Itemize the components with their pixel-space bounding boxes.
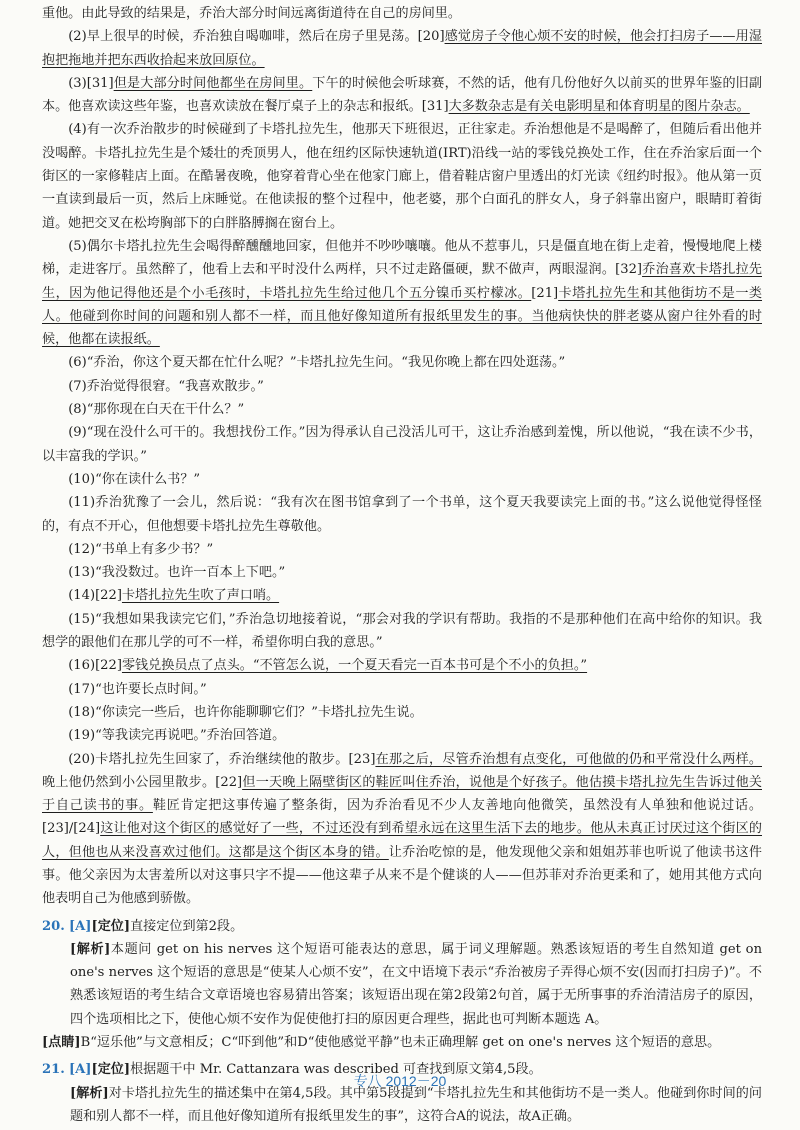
story-paragraph [42, 491, 762, 538]
paragraph-text: (15)“我想如果我读完它们，”乔治急切地接着说，“那会对我的学识有帮助。我指的不是那种他们在高中给你的知识。我想学的跟他们在那儿学的可不一样，希望你明白我的意思。” [42, 611, 762, 651]
answer-20 [42, 915, 762, 1055]
story-paragraph [42, 118, 762, 234]
answer-21-locate-tag: [定位] [91, 1062, 131, 1078]
answer-21 [42, 1058, 762, 1128]
story-paragraph [42, 654, 762, 677]
underlined-text: 这都是这个街区本身的错。 [228, 844, 389, 860]
story-paragraph [42, 538, 762, 561]
paragraph-text: (6)“乔治，你这个夏天都在忙什么呢？”卡塔扎拉先生问。“我见你晚上都在四处逛荡。” [68, 355, 566, 371]
underlined-text: 卡塔扎拉先生吹了声口哨。 [121, 588, 280, 604]
paragraph-text: (5)偶尔卡塔扎拉先生会喝得醉醺醺地回家，但他并不吵吵嚷嚷。他从不惹事儿，只是僵直地在街上走着，慢慢地爬上楼梯，走进客厅。虽然醉了，他看上去和平时没什么两样，只不过走路僵硬，默不做声，两眼湿润。[32] [42, 238, 762, 278]
paragraph-text: (18)“你读完一些后，也许你能聊聊它们？”卡塔扎拉先生说。 [68, 704, 423, 720]
document-page [42, 2, 762, 1128]
story-paragraph [42, 701, 762, 724]
paragraph-text: (14)[22] [68, 588, 122, 604]
story-paragraph [42, 608, 762, 655]
story-paragraph [42, 584, 762, 607]
answer-20-note-text: B“逗乐他”与文意相反；C“吓到他”和D“使他感觉平静”也未正确理解 get on one's nerves 这个短语的意思。 [80, 1035, 721, 1051]
paragraph-text: 鞋匠肯定把这事传遍了整条街，因为乔治看见不少人友善地向他微笑，虽然没有人单独和他说过话。[23]/[24] [42, 798, 763, 837]
paragraph-text: (3)[31] [68, 75, 114, 91]
paragraph-text: 重他。由此导致的结果是，乔治大部分时间远离街道待在自己的房间里。 [42, 6, 461, 21]
story-paragraph [42, 398, 762, 421]
answer-21-analysis-tag: [解析] [70, 1085, 109, 1101]
story-paragraph [42, 724, 762, 747]
underlined-text: 在那之后，尽管乔治想有点变化，可他做的仍和平常没什么两样。 [375, 751, 762, 767]
answer-20-locate [42, 915, 762, 938]
paragraph-text: (12)“书单上有多少书？” [68, 541, 214, 557]
answer-21-locate-text: 根据题干中 Mr. Cattanzara was described 可查找到原文第4,5段。 [130, 1062, 542, 1078]
answer-20-number: 20. [42, 918, 65, 934]
answer-20-analysis-tag: [解析] [70, 941, 111, 957]
paragraph-text: (2)早上很早的时候，乔治独自喝咖啡，然后在房子里晃荡。[20] [68, 29, 445, 45]
story-paragraph [42, 72, 762, 119]
paragraph-text: (17)“也许要长点时间。” [68, 681, 207, 697]
paragraph-text: (10)“你在读什么书？” [68, 471, 201, 487]
story-paragraph [42, 25, 762, 72]
paragraph-text: (16)[22] [68, 658, 122, 674]
story-paragraph [42, 351, 762, 374]
answer-21-choice: [A] [68, 1062, 92, 1078]
story-paragraph [42, 2, 762, 25]
answer-20-analysis [42, 938, 762, 1031]
paragraph-text: (19)“等我读完再说吧。”乔治回答道。 [68, 728, 286, 744]
paragraph-text: [21] [531, 285, 559, 301]
story-paragraph [42, 235, 762, 351]
answer-20-locate-text: 直接定位到第2段。 [130, 918, 244, 934]
underlined-text: 零钱兑换员点了点头。“不管怎么说，一个夏天看完一百本书可是个不小的负担。” [121, 658, 588, 674]
paragraph-text: (7)乔治觉得很窘。“我喜欢散步。” [68, 378, 264, 394]
answer-20-note-tag: [点睛] [42, 1035, 81, 1051]
paragraph-text: 让乔治吃惊的是，他发现他父亲和姐姐苏菲也听说了他读书这件事。他父亲因为太害羞所以对这事只字不提——他这辈子从来不是个健谈的人——但苏菲对乔治更柔和了，她用其他方式向他表明自己为他感到骄傲。 [42, 844, 763, 907]
paragraph-text: (4)有一次乔治散步的时候碰到了卡塔扎拉先生，他那天下班很迟，正往家走。乔治想他是不是喝醉了，但随后看出他并没喝醉。卡塔扎拉先生是个矮壮的秃顶男人，他在纽约区际快速轨道(IRT)沿线一站的零钱兑换处工作，住在乔治家后面一个街区的一家修鞋店上面。在酷暑夜晚，他穿着背心坐在他家门廊上，借着鞋店窗户里透出的灯光读《纽约时报》。他从第一页一直读到最后一页，然后上床睡觉。在他读报的整个过程中，他老婆，那个白面孔的胖女人，身子斜靠出窗户，眼睛盯着街道。她把交叉在松垮胸部下的白胖胳膊搁在窗台上。 [42, 122, 762, 231]
story-paragraph [42, 561, 762, 584]
answer-20-note [42, 1031, 762, 1054]
paragraph-text: 下午的时候他会听球赛，不然的话，他有几份他好久以前买的世界年鉴的旧副本。他喜欢读这些年鉴，也喜欢读放在餐厅桌子上的杂志和报纸。[31] [42, 75, 763, 115]
story-paragraph [42, 678, 762, 701]
paragraph-text: (9)“现在没什么可干的。我想找份工作。”因为得承认自己没活儿可干，这让乔治感到羞愧，所以他说，“我在读不少书，以丰富我的学识。” [42, 425, 762, 464]
underlined-text: 乔治喜欢卡塔扎拉先生，因为他记得他还是个小毛孩时，卡塔扎拉先生给过他几个五分镍币买柠檬冰。 [42, 262, 762, 301]
answer-21-number: 21. [42, 1062, 65, 1078]
paragraph-text: (13)“我没数过。也许一百本上下吧。” [68, 565, 286, 581]
story-paragraph [42, 468, 762, 491]
paragraph-text: 晚上他仍然到小公园里散步。[22] [42, 774, 243, 790]
paragraph-text: (8)“那你现在白天在干什么？” [68, 402, 245, 418]
underlined-text: 但一天晚上隔壁街区的鞋匠叫住乔治，说他是个好孩子。他估摸卡塔扎拉先生告诉过他关于自己读书的事。 [42, 774, 762, 814]
underlined-text: 大多数杂志是有关电影明星和体育明星的图片杂志。 [448, 99, 750, 115]
answer-20-analysis-text: 本题问 get on his nerves 这个短语可能表达的意思，属于词义理解题。熟悉该短语的考生自然知道 get on one's nerves 这个短语的意思是“使某人心烦不安”，在文中语境下表示“乔治被房子弄得心烦不安(因而打扫房子)”。不熟悉该短语的考生结合文章语境也容易猜出答案；该短语出现在第2段第2句首，属于无所事事的乔治清洁房子的原因，四个选项相比之下，使他心烦不安作为促使他打扫的原因更合理些，据此也可判断本题选 A。 [70, 941, 763, 1027]
paragraph-text: (11)乔治犹豫了一会儿，然后说：“我有次在图书馆拿到了一个书单，这个夏天我要读完上面的书。”这么说他觉得怪怪的，有点不开心，但他想要卡塔扎拉先生尊敬他。 [42, 495, 762, 534]
underlined-text: 卡塔扎拉先生和其他街坊不是一类人。他碰到你时间的问题和别人都不一样，而且他好像知道所有报纸里发生的事。当他病快快的胖老婆从窗户往外看的时候，他都在读报纸。 [42, 285, 763, 348]
underlined-text: 但是大部分时间他都坐在房间里。 [113, 75, 313, 91]
underlined-text: 这让他对这个街区的感觉好了一些，不过还没有到希望永远在这里生活下去的地步。他从未真正讨厌过这个街区的人，但他也从来没喜欢过他们。 [42, 821, 762, 860]
answer-20-choice: [A] [68, 918, 92, 934]
answer-21-analysis-text: 对卡塔扎拉先生的描述集中在第4,5段。其中第5段提到“卡塔扎拉先生和其他街坊不是一类人。他碰到你时间的问题和别人都不一样，而且他好像知道所有报纸里发生的事”，这符合A的说法，故A正确。 [70, 1085, 762, 1124]
translation-text [42, 2, 762, 911]
page-footer: 专八 2012－20 [353, 1073, 447, 1089]
story-paragraph [42, 748, 762, 911]
story-paragraph [42, 375, 762, 398]
paragraph-text: (20)卡塔扎拉先生回家了，乔治继续他的散步。[23] [68, 751, 376, 767]
underlined-text: 感觉房子令他心烦不安的时候，他会打扫房子——用湿抱把拖地并把东西收拾起来放回原位。 [42, 29, 762, 68]
answer-20-locate-tag: [定位] [91, 918, 131, 934]
story-paragraph [42, 421, 762, 468]
